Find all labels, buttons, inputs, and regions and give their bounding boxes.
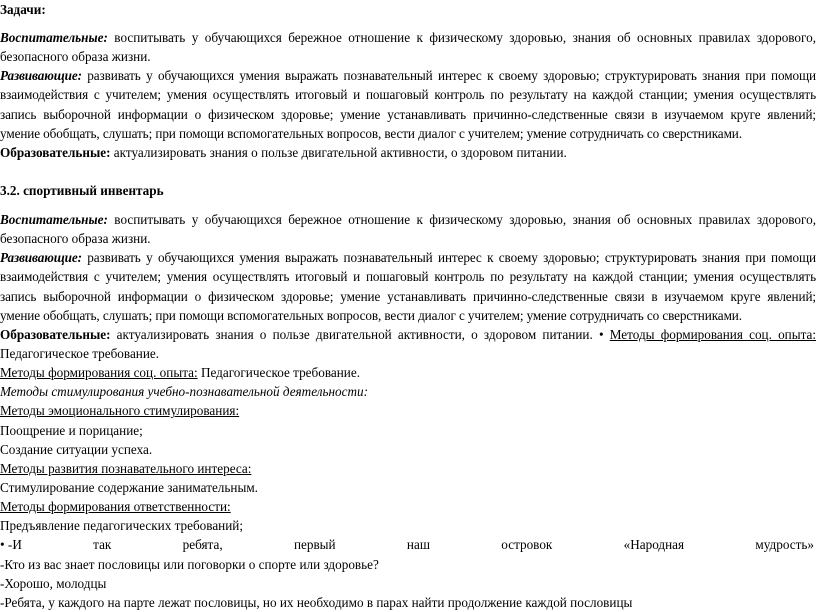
section-b-obr-line bbox=[0, 325, 816, 344]
section-b-obr-label: Образовательные: bbox=[0, 326, 111, 342]
section-a-dev-line1 bbox=[0, 66, 816, 85]
section-b-dev-label: Развивающие: bbox=[0, 250, 82, 266]
section-b-dev-text4: умение обобщать, слушать; при помощи вспомогательных вопросов, вести диалог с учителем; умение сотрудничать со сверстниками. bbox=[0, 307, 742, 323]
section-b-methods-link: Методы формирования соц. опыта: bbox=[609, 326, 816, 342]
methods-responsibility-item1: Предъявление педагогических требований; bbox=[0, 518, 244, 534]
section-b-obr-text2: Педагогическое требование. bbox=[0, 345, 160, 361]
section-a-edu-text1: воспитывать у обучающихся бережное отношение к физическому здоровью, знания об основных правилах здорового, bbox=[107, 30, 816, 45]
dialog-word: первый bbox=[293, 537, 336, 553]
methods-stimulation-label: Методы стимулирования учебно-познавательной деятельности: bbox=[0, 384, 368, 400]
section-a-obr-label: Образовательные: bbox=[0, 144, 111, 160]
dialog-question1: -Кто из вас знает пословицы или поговорки о спорте или здоровье? bbox=[0, 556, 379, 572]
section-b-obr-text: актуализировать знания о пользе двигательной активности, о здоровом питании. bbox=[110, 326, 593, 342]
section-b-edu-text1: воспитывать у обучающихся бережное отношение к физическому здоровью, знания об основных правилах здорового, bbox=[107, 212, 816, 227]
section-a-obr-text: актуализировать знания о пользе двигательной активности, о здоровом питании. bbox=[110, 144, 567, 160]
section-a bbox=[0, 28, 816, 162]
section-a-dev-text4: умение обобщать, слушать; при помощи вспомогательных вопросов, вести диалог с учителем; умение сотрудничать со сверстниками. bbox=[0, 125, 742, 141]
tasks-heading-block bbox=[0, 0, 816, 19]
dialog-word: ребята, bbox=[182, 537, 223, 553]
dialog-question3: -Ребята, у каждого на парте лежат пословицы, но их необходимо в парах найти продолжение каждой пословицы bbox=[0, 594, 633, 610]
section-b bbox=[0, 210, 816, 612]
dialog-word: мудрость» bbox=[755, 537, 814, 553]
section-a-edu-text2: безопасного образа жизни. bbox=[0, 49, 151, 65]
section-a-edu-label: Воспитательные: bbox=[0, 30, 108, 45]
methods-social-line bbox=[0, 363, 816, 382]
section-a-obr-line bbox=[0, 143, 816, 162]
dialog-word: наш bbox=[406, 537, 430, 553]
methods-responsibility-label: Методы формирования ответственности: bbox=[0, 499, 231, 515]
tasks-heading: Задачи: bbox=[0, 2, 46, 17]
dialog-word: «Народная bbox=[623, 537, 685, 553]
section-title: 3.2. спортивный инвентарь bbox=[0, 183, 164, 198]
methods-social-text: Педагогическое требование. bbox=[197, 365, 360, 381]
bullet-icon: • bbox=[598, 326, 604, 342]
section-b-edu-label: Воспитательные: bbox=[0, 212, 108, 227]
section-b-edu-line1 bbox=[0, 210, 816, 229]
methods-emotional-label: Методы эмоционального стимулирования: bbox=[0, 403, 240, 419]
section-a-dev-text3: запись выборочной информации о физическом здоровье; умение устанавливать причинно-следственные связи в изучаемом круге явлений; bbox=[0, 106, 816, 122]
section-b-dev-line1 bbox=[0, 248, 816, 267]
section-b-edu-text2: безопасного образа жизни. bbox=[0, 231, 151, 247]
bullet-icon: • bbox=[0, 537, 5, 553]
methods-interest-item1: Стимулирование содержание занимательным. bbox=[0, 479, 258, 495]
section-a-dev-label: Развивающие: bbox=[0, 68, 82, 84]
section-title-block bbox=[0, 181, 816, 200]
section-b-dev-text2: взаимодействия с учителем; умения осуществлять итоговый и пошаговый контроль по результату на каждой станции; умения осуществлять bbox=[0, 269, 816, 285]
section-a-dev-text1: развивать у обучающихся умения выражать познавательный интерес к своему здоровью; структурировать знания при помощи bbox=[81, 68, 816, 84]
section-a-edu-line1 bbox=[0, 28, 816, 47]
section-a-dev-text2: взаимодействия с учителем; умения осуществлять итоговый и пошаговый контроль по результату на каждой станции; умения осуществлять bbox=[0, 87, 816, 103]
dialog-question2: -Хорошо, молодцы bbox=[0, 575, 107, 591]
dialog-line1 bbox=[0, 535, 814, 554]
dialog-word: так bbox=[93, 537, 112, 553]
section-b-dev-text3: запись выборочной информации о физическом здоровье; умение устанавливать причинно-следственные связи в изучаемом круге явлений; bbox=[0, 288, 816, 304]
methods-emotional-item1: Поощрение и порицание; bbox=[0, 422, 143, 438]
dialog-first-word: • -И bbox=[0, 537, 22, 553]
methods-interest-label: Методы развития познавательного интереса: bbox=[0, 460, 252, 476]
methods-social-label: Методы формирования соц. опыта: bbox=[0, 365, 198, 381]
section-b-dev-text1: развивать у обучающихся умения выражать познавательный интерес к своему здоровью; структурировать знания при помощи bbox=[81, 250, 816, 266]
dialog-word: островок bbox=[501, 537, 553, 553]
methods-emotional-item2: Создание ситуации успеха. bbox=[0, 441, 153, 457]
